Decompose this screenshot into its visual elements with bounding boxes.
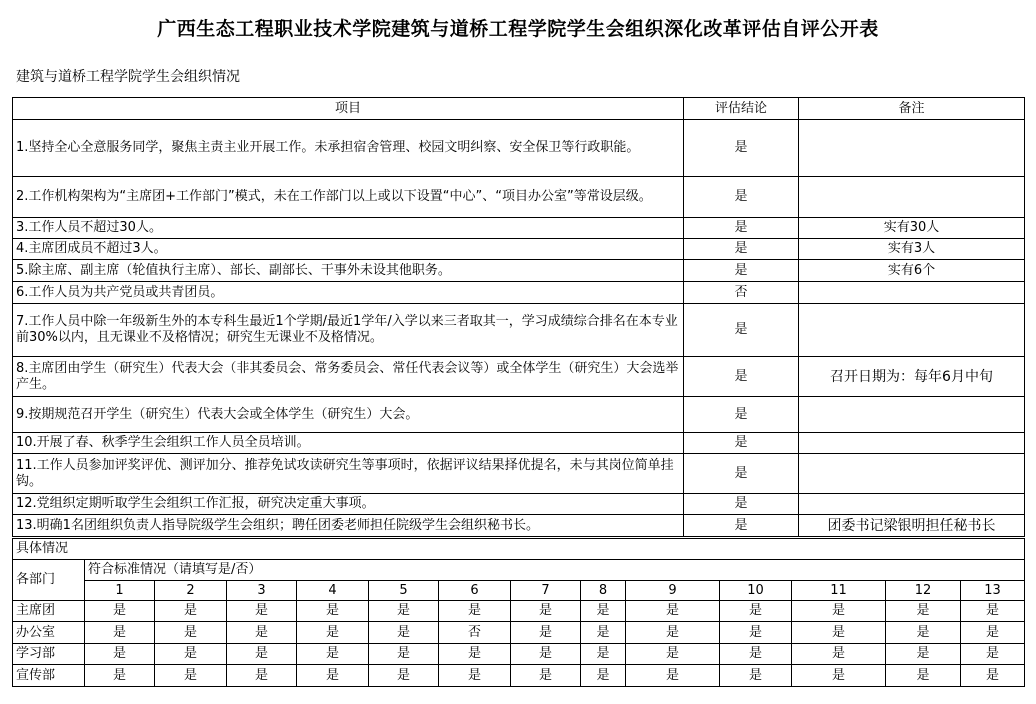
result-cell: 是 (684, 177, 799, 218)
value-cell: 是 (961, 665, 1025, 687)
value-cell: 是 (720, 622, 792, 644)
result-cell: 是 (684, 304, 799, 357)
column-number: 11 (792, 581, 886, 601)
table-row (13, 397, 1025, 433)
value-cell: 是 (85, 644, 155, 665)
result-cell: 是 (684, 218, 799, 239)
header-result: 评估结论 (684, 98, 799, 120)
column-number: 2 (155, 581, 227, 601)
value-cell: 是 (511, 622, 581, 644)
table-row (13, 601, 1025, 622)
item-text: 11.工作人员参加评奖评优、测评加分、推荐免试攻读研究生等事项时，依据评议结果择优提名，未与其岗位简单挂钩。 (13, 454, 684, 494)
item-text: 5.除主席、副主席（轮值执行主席）、部长、副部长、干事外未设其他职务。 (13, 260, 684, 282)
item-text: 6.工作人员为共产党员或共青团员。 (13, 282, 684, 304)
value-cell: 否 (439, 622, 511, 644)
column-number: 1 (85, 581, 155, 601)
value-cell: 是 (720, 601, 792, 622)
value-cell: 是 (297, 665, 369, 687)
value-cell: 是 (886, 622, 961, 644)
column-number: 7 (511, 581, 581, 601)
value-cell: 是 (961, 622, 1025, 644)
department-detail-table (12, 538, 1025, 687)
note-cell: 实有3人 (799, 239, 1025, 260)
value-cell: 是 (369, 644, 439, 665)
page-title: 广西生态工程职业技术学院建筑与道桥工程学院学生会组织深化改革评估自评公开表 (157, 18, 879, 40)
item-text: 10.开展了春、秋季学生会组织工作人员全员培训。 (13, 433, 684, 454)
dept-header: 各部门 (13, 560, 85, 601)
value-cell: 是 (886, 601, 961, 622)
value-cell: 是 (626, 665, 720, 687)
header-item: 项目 (13, 98, 684, 120)
section-label: 具体情况 (13, 539, 1025, 560)
value-cell: 是 (581, 622, 626, 644)
value-cell: 是 (626, 622, 720, 644)
value-cell: 是 (792, 601, 886, 622)
value-cell: 是 (511, 601, 581, 622)
value-cell: 是 (227, 665, 297, 687)
table-row (13, 454, 1025, 494)
criteria-header: 符合标准情况（请填写是/否） (85, 560, 1025, 581)
item-text: 9.按期规范召开学生（研究生）代表大会或全体学生（研究生）大会。 (13, 397, 684, 433)
result-cell: 是 (684, 357, 799, 397)
value-cell: 是 (155, 665, 227, 687)
column-number: 3 (227, 581, 297, 601)
value-cell: 是 (297, 601, 369, 622)
result-cell: 是 (684, 454, 799, 494)
item-text: 7.工作人员中除一年级新生外的本专科生最近1个学期/最近1学年/入学以来三者取其一，学习成绩综合排名在本专业前30%以内，且无课业不及格情况；研究生无课业不及格情况。 (13, 304, 684, 357)
dept-name: 办公室 (13, 622, 85, 644)
column-number: 9 (626, 581, 720, 601)
column-number: 12 (886, 581, 961, 601)
item-text: 13.明确1名团组织负责人指导院级学生会组织；聘任团委老师担任院级学生会组织秘书长。 (13, 515, 684, 537)
table-row (13, 177, 1025, 218)
value-cell: 是 (792, 665, 886, 687)
section-subtitle: 建筑与道桥工程学院学生会组织情况 (16, 69, 240, 85)
table-row (13, 644, 1025, 665)
value-cell: 是 (511, 644, 581, 665)
table-row (13, 622, 1025, 644)
value-cell: 是 (369, 665, 439, 687)
detail-section-row (13, 539, 1025, 560)
result-cell: 是 (684, 120, 799, 177)
result-cell: 是 (684, 515, 799, 537)
value-cell: 是 (227, 601, 297, 622)
table-row (13, 260, 1025, 282)
result-cell: 是 (684, 433, 799, 454)
item-text: 2.工作机构架构为“主席团+工作部门”模式，未在工作部门以上或以下设置“中心”、“项目办公室”等常设层级。 (13, 177, 684, 218)
note-cell (799, 397, 1025, 433)
value-cell: 是 (792, 644, 886, 665)
detail-header-row (13, 560, 1025, 581)
table-header-row (13, 98, 1025, 120)
table-row (13, 304, 1025, 357)
table-row (13, 282, 1025, 304)
value-cell: 是 (581, 644, 626, 665)
column-number: 13 (961, 581, 1025, 601)
table-row (13, 494, 1025, 515)
value-cell: 是 (961, 644, 1025, 665)
table-row (13, 120, 1025, 177)
column-number: 10 (720, 581, 792, 601)
value-cell: 是 (85, 622, 155, 644)
note-cell (799, 177, 1025, 218)
value-cell: 是 (227, 622, 297, 644)
value-cell: 是 (297, 622, 369, 644)
result-cell: 否 (684, 282, 799, 304)
item-text: 12.党组织定期听取学生会组织工作汇报，研究决定重大事项。 (13, 494, 684, 515)
column-number: 5 (369, 581, 439, 601)
note-cell (799, 454, 1025, 494)
value-cell: 是 (792, 622, 886, 644)
dept-name: 主席团 (13, 601, 85, 622)
value-cell: 是 (511, 665, 581, 687)
note-cell (799, 494, 1025, 515)
table-row (13, 433, 1025, 454)
header-note: 备注 (799, 98, 1025, 120)
value-cell: 是 (720, 644, 792, 665)
dept-name: 宣传部 (13, 665, 85, 687)
table-row (13, 218, 1025, 239)
value-cell: 是 (155, 644, 227, 665)
result-cell: 是 (684, 239, 799, 260)
detail-column-row (13, 581, 1025, 601)
note-cell (799, 282, 1025, 304)
value-cell: 是 (85, 665, 155, 687)
note-cell: 召开日期为：每年6月中旬 (799, 357, 1025, 397)
column-number: 6 (439, 581, 511, 601)
value-cell: 是 (155, 622, 227, 644)
note-cell: 团委书记梁银明担任秘书长 (799, 515, 1025, 537)
result-cell: 是 (684, 260, 799, 282)
table-row (13, 357, 1025, 397)
item-text: 3.工作人员不超过30人。 (13, 218, 684, 239)
note-cell (799, 433, 1025, 454)
item-text: 1.坚持全心全意服务同学，聚焦主责主业开展工作。未承担宿舍管理、校园文明纠察、安全保卫等行政职能。 (13, 120, 684, 177)
evaluation-table (12, 97, 1025, 537)
value-cell: 是 (626, 644, 720, 665)
column-number: 8 (581, 581, 626, 601)
note-cell (799, 304, 1025, 357)
value-cell: 是 (439, 644, 511, 665)
note-cell (799, 120, 1025, 177)
note-cell: 实有30人 (799, 218, 1025, 239)
value-cell: 是 (720, 665, 792, 687)
dept-name: 学习部 (13, 644, 85, 665)
value-cell: 是 (626, 601, 720, 622)
value-cell: 是 (886, 665, 961, 687)
value-cell: 是 (297, 644, 369, 665)
table-row (13, 665, 1025, 687)
value-cell: 是 (369, 622, 439, 644)
value-cell: 是 (581, 601, 626, 622)
value-cell: 是 (85, 601, 155, 622)
table-row (13, 239, 1025, 260)
result-cell: 是 (684, 494, 799, 515)
result-cell: 是 (684, 397, 799, 433)
table-row (13, 515, 1025, 537)
value-cell: 是 (227, 644, 297, 665)
value-cell: 是 (439, 665, 511, 687)
note-cell: 实有6个 (799, 260, 1025, 282)
value-cell: 是 (369, 601, 439, 622)
value-cell: 是 (581, 665, 626, 687)
value-cell: 是 (961, 601, 1025, 622)
value-cell: 是 (886, 644, 961, 665)
column-number: 4 (297, 581, 369, 601)
value-cell: 是 (439, 601, 511, 622)
value-cell: 是 (155, 601, 227, 622)
item-text: 4.主席团成员不超过3人。 (13, 239, 684, 260)
item-text: 8.主席团由学生（研究生）代表大会（非其委员会、常务委员会、常任代表会议等）或全体学生（研究生）大会选举产生。 (13, 357, 684, 397)
